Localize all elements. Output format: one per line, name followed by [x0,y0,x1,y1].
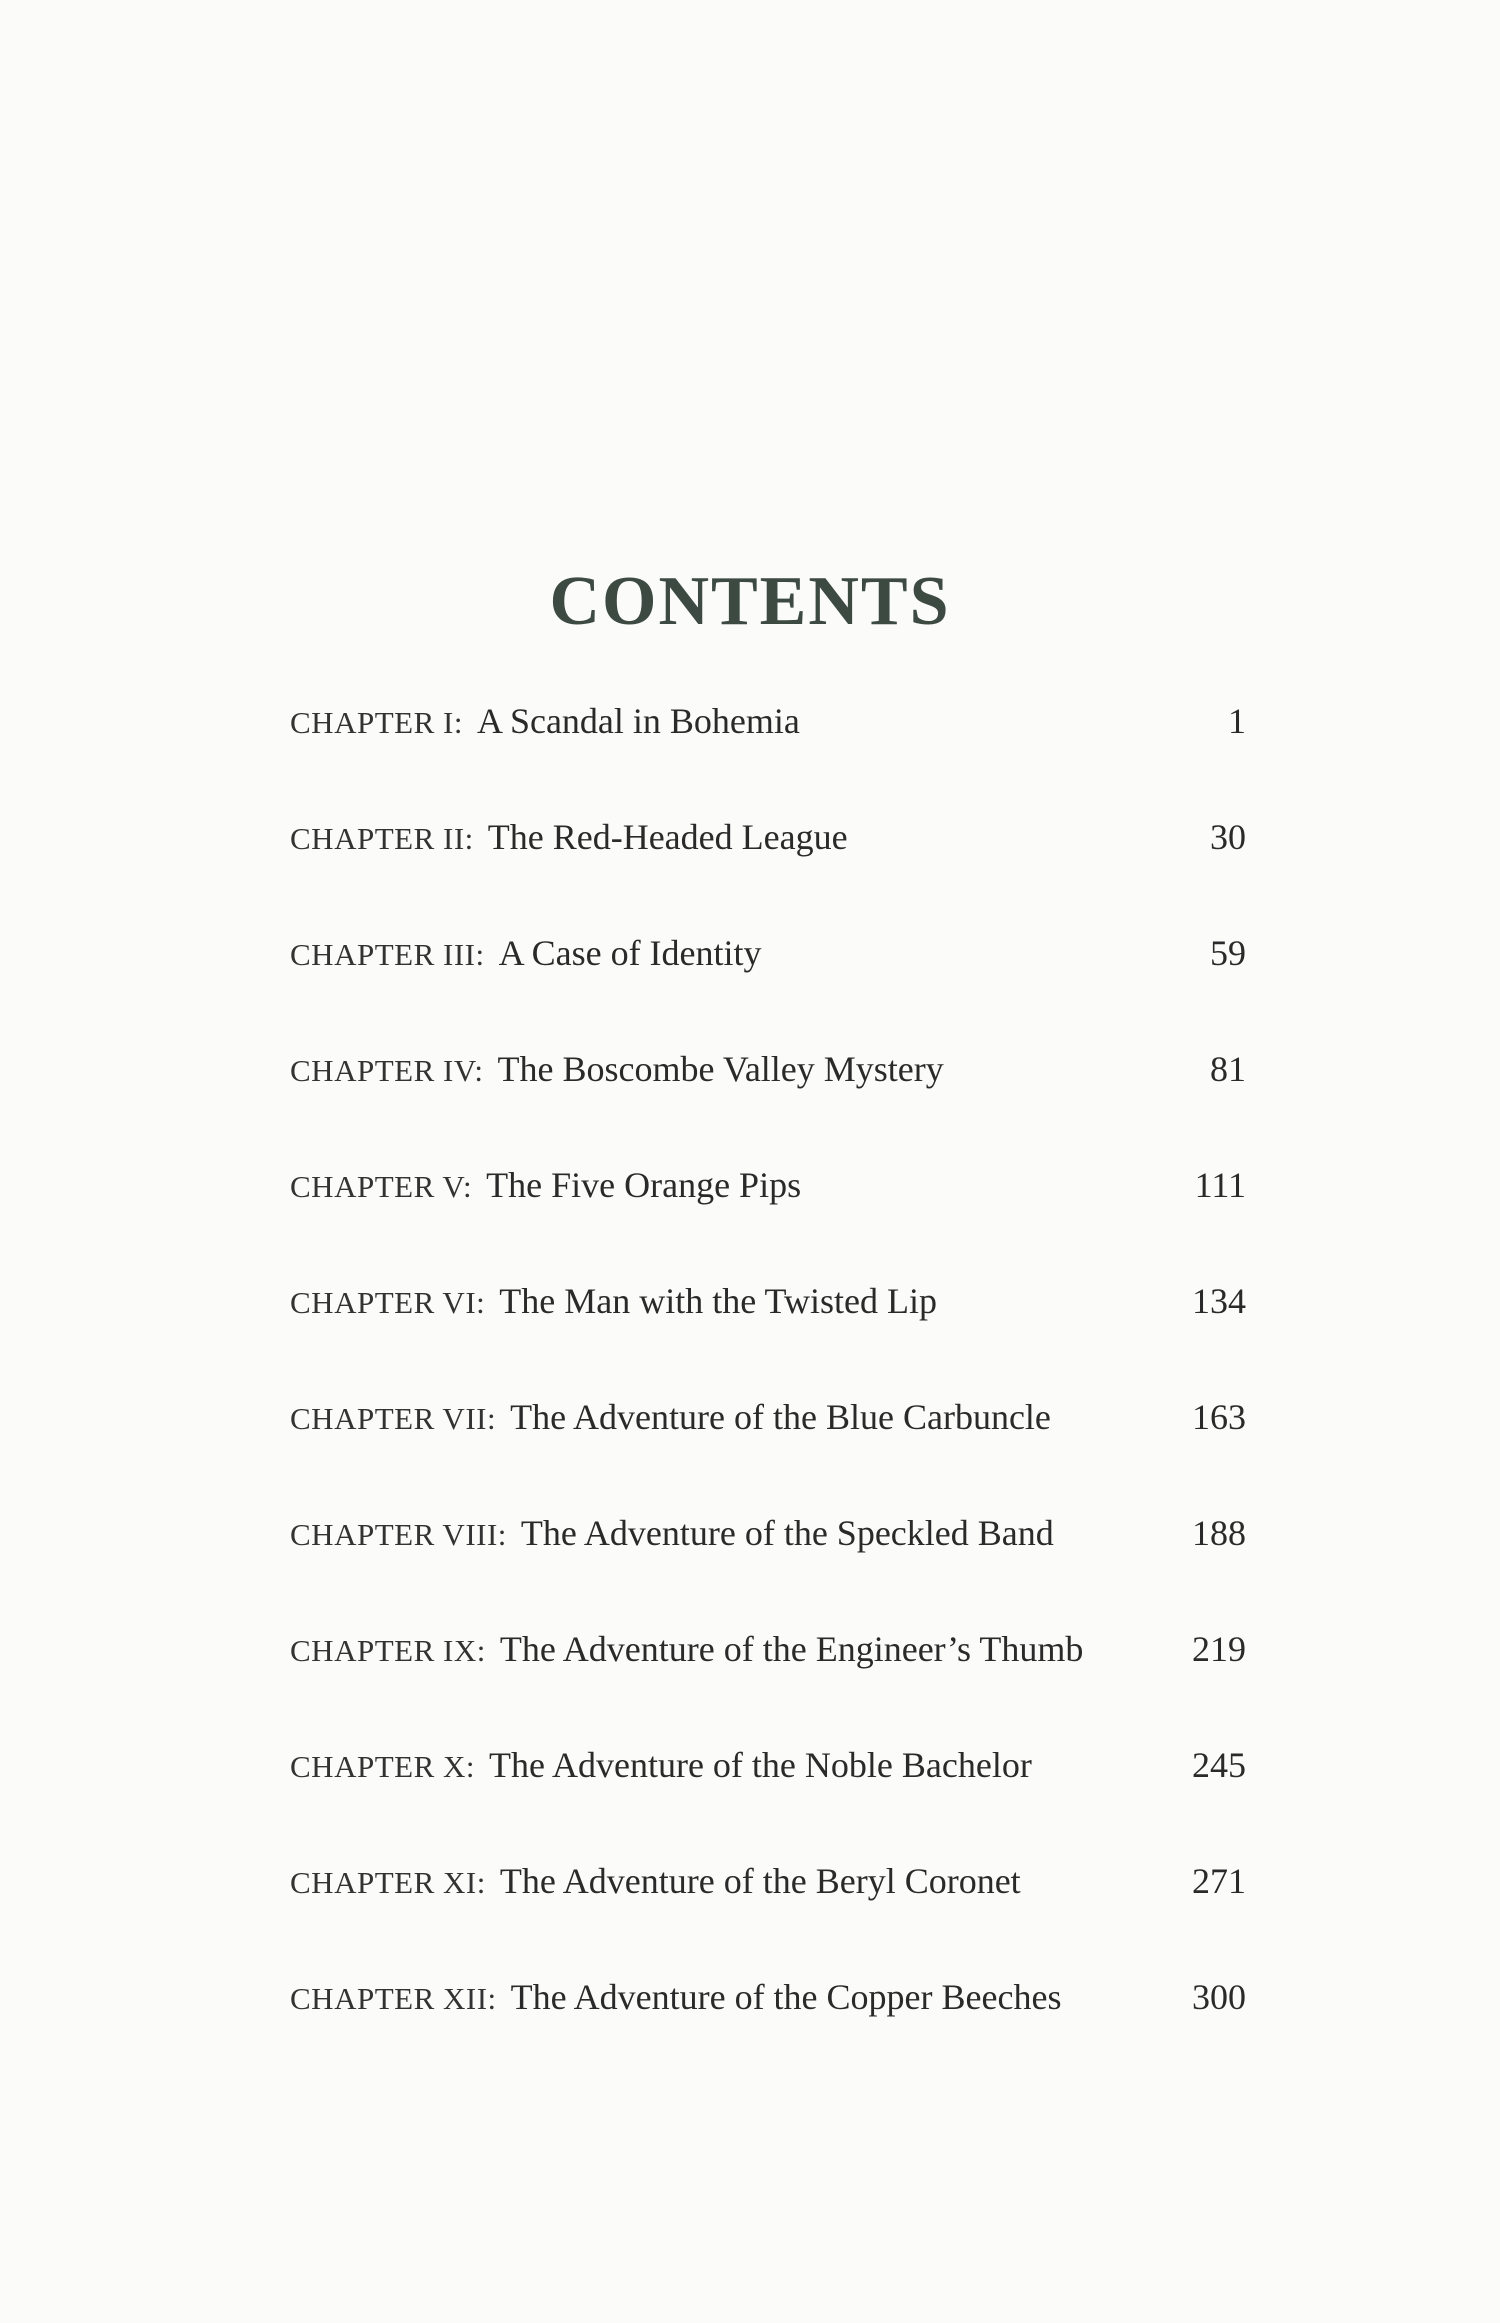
chapter-number: CHAPTER VII: [290,1401,497,1436]
chapter-number: CHAPTER VIII: [290,1517,507,1552]
page-number: 134 [1192,1281,1246,1321]
page-number: 59 [1210,933,1246,973]
toc-entry [290,928,1246,978]
page-number: 245 [1192,1745,1246,1785]
chapter-title: A Scandal in Bohemia [476,701,800,741]
chapter-title: The Five Orange Pips [486,1165,802,1205]
chapter-number: CHAPTER V: [290,1169,473,1204]
page-title: CONTENTS [549,562,951,640]
page-number: 111 [1194,1165,1246,1205]
page-number: 219 [1192,1629,1246,1669]
toc-entry [290,1392,1246,1442]
toc-entry [290,1856,1246,1906]
chapter-title: The Adventure of the Engineer’s Thumb [499,1629,1084,1669]
chapter-title: A Case of Identity [498,933,762,973]
chapter-number: CHAPTER III: [290,937,485,972]
chapter-number: CHAPTER X: [290,1749,475,1784]
page-number: 163 [1192,1397,1246,1437]
chapter-title: The Boscombe Valley Mystery [497,1049,944,1089]
toc-entry [290,696,1246,746]
toc-entry [290,1740,1246,1790]
toc-entry [290,812,1246,862]
page-number: 30 [1210,817,1246,857]
chapter-title: The Adventure of the Noble Bachelor [489,1745,1032,1785]
toc-entry [290,1972,1246,2022]
page-number: 300 [1192,1977,1246,2017]
chapter-number: CHAPTER XI: [290,1865,486,1900]
chapter-title: The Adventure of the Copper Beeches [510,1977,1062,2017]
chapter-title: The Adventure of the Beryl Coronet [499,1861,1021,1901]
chapter-title: The Adventure of the Speckled Band [520,1513,1054,1553]
chapter-number: CHAPTER VI: [290,1285,486,1320]
toc-entry [290,1044,1246,1094]
chapter-number: CHAPTER II: [290,821,474,856]
toc-entry [290,1624,1246,1674]
chapter-title: The Man with the Twisted Lip [499,1281,938,1321]
toc-entry [290,1160,1246,1210]
toc-entry [290,1508,1246,1558]
page-number: 271 [1192,1861,1246,1901]
page-number: 188 [1192,1513,1246,1553]
page-number: 1 [1228,701,1246,741]
toc-entry [290,1276,1246,1326]
chapter-number: CHAPTER IV: [290,1053,484,1088]
chapter-number: CHAPTER XII: [290,1981,497,2016]
chapter-title: The Red-Headed League [487,817,848,857]
page-number: 81 [1210,1049,1246,1089]
chapter-number: CHAPTER IX: [290,1633,486,1668]
chapter-number: CHAPTER I: [290,705,463,740]
chapter-title: The Adventure of the Blue Carbuncle [510,1397,1051,1437]
